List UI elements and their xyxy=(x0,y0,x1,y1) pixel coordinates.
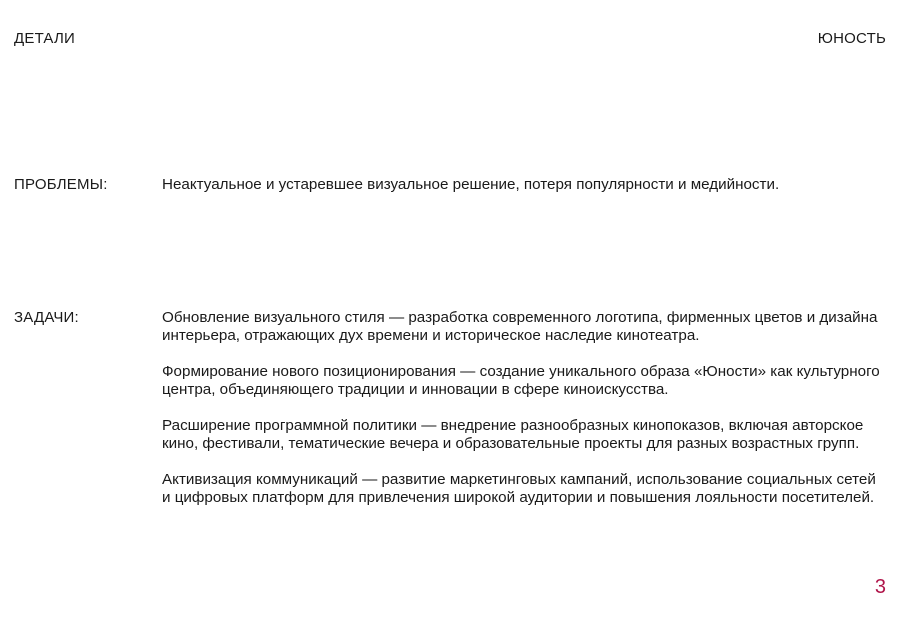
tasks-label: ЗАДАЧИ: xyxy=(14,309,79,326)
task-item: Расширение программной политики — внедрение разнообразных кинопоказов, включая авторское кино, фестивали, тематические вечера и образовательные проекты для разных возрастных групп. xyxy=(162,417,864,452)
section-title: ДЕТАЛИ xyxy=(14,30,75,47)
tasks-list xyxy=(162,309,888,525)
problems-label: ПРОБЛЕМЫ: xyxy=(14,176,108,193)
brand-name: ЮНОСТЬ xyxy=(817,30,886,47)
page-number: 3 xyxy=(874,576,886,598)
task-item: Активизация коммуникаций — развитие маркетинговых кампаний, использование социальных сетей и цифровых платформ для привлечения широкой аудитории и повышения лояльности посетителей. xyxy=(162,471,876,506)
problems-text: Неактуальное и устаревшее визуальное решение, потеря популярности и медийности. xyxy=(162,176,780,193)
task-item: Формирование нового позиционирования — создание уникального образа «Юности» как культурного центра, объединяющего традиции и инновации в сфере киноискусства. xyxy=(162,363,880,398)
task-item: Обновление визуального стиля — разработка современного логотипа, фирменных цветов и дизайна интерьера, отражающих дух времени и историческое наследие кинотеатра. xyxy=(162,309,878,344)
